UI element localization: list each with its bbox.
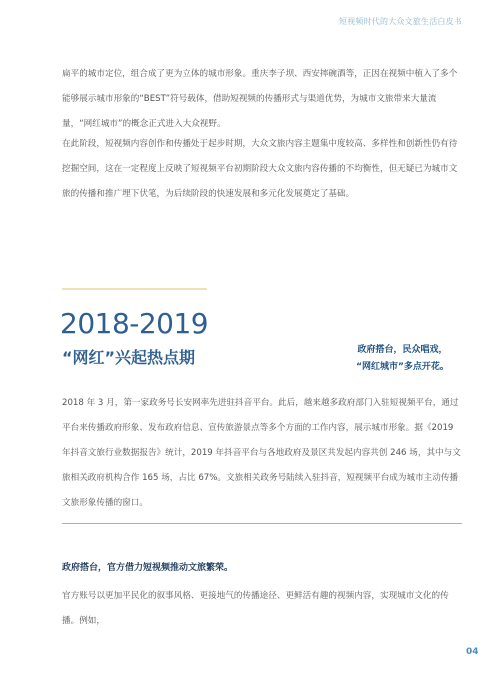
- paragraph-government-accounts: 2018 年 3 月，第一家政务号长安网率先进驻抖音平台。此后，越来越多政府部门入驻短视频平台，通过平台来传播政府形象、发布政府信息、宣传旅游景点等多个方面的工作内容，展示城市形象。据《2019 年抖音文旅行业数据报告》统计，2019 年抖音平台与各地政府及景区共发起内容共创 246 场，其中与文旅相关政府机构合作 165 场，占比 67%。文旅相关政务号陆续入驻抖音，短视频平台成为城市主动传播文旅形象传播的窗口。: [62, 398, 461, 508]
- pull-quote-line-2: “网红城市”多点开花。: [356, 362, 449, 372]
- paragraph-city-image: 扁平的城市定位，组合成了更为立体的城市形象。重庆李子坝、西安摔碗酒等，正因在视频中植入了多个能够展示城市形象的“BEST”符号载体，借助短视频的传播形式与渠道优势，为城市文旅带来大量流量，“网红城市”的概念正式进入大众视野。: [62, 69, 458, 129]
- section-subtitle: “网红”兴起热点期: [62, 348, 196, 367]
- pull-quote-line-1: 政府搭台，民众唱戏，: [357, 345, 448, 355]
- section-year-range: 2018-2019: [60, 307, 209, 340]
- page-number: 04: [466, 647, 479, 657]
- pull-quote: [340, 342, 465, 376]
- running-header: 短视频时代的大众文旅生活白皮书: [339, 17, 462, 26]
- subsection-heading: 政府搭台，官方借力短视频推动文旅繁荣。: [62, 563, 234, 573]
- section-divider-accent: [62, 288, 207, 290]
- paragraph-early-stage: 在此阶段，短视频内容创作和传播处于起步时期，大众文旅内容主题集中度较高、多样性和创新性仍有待挖掘空间，这在一定程度上反映了短视频平台初期阶段大众文旅内容传播的不均衡性，但无疑已为城市文旅的传播和推广埋下伏笔，为后续阶段的快速发展和多元化发展奠定了基础。: [62, 139, 458, 199]
- paragraph-official-accounts: 官方账号以更加平民化的叙事风格、更接地气的传播途径、更鲜活有趣的视频内容，实现城市文化的传播。例如，: [62, 591, 449, 626]
- horizontal-rule: [62, 523, 462, 524]
